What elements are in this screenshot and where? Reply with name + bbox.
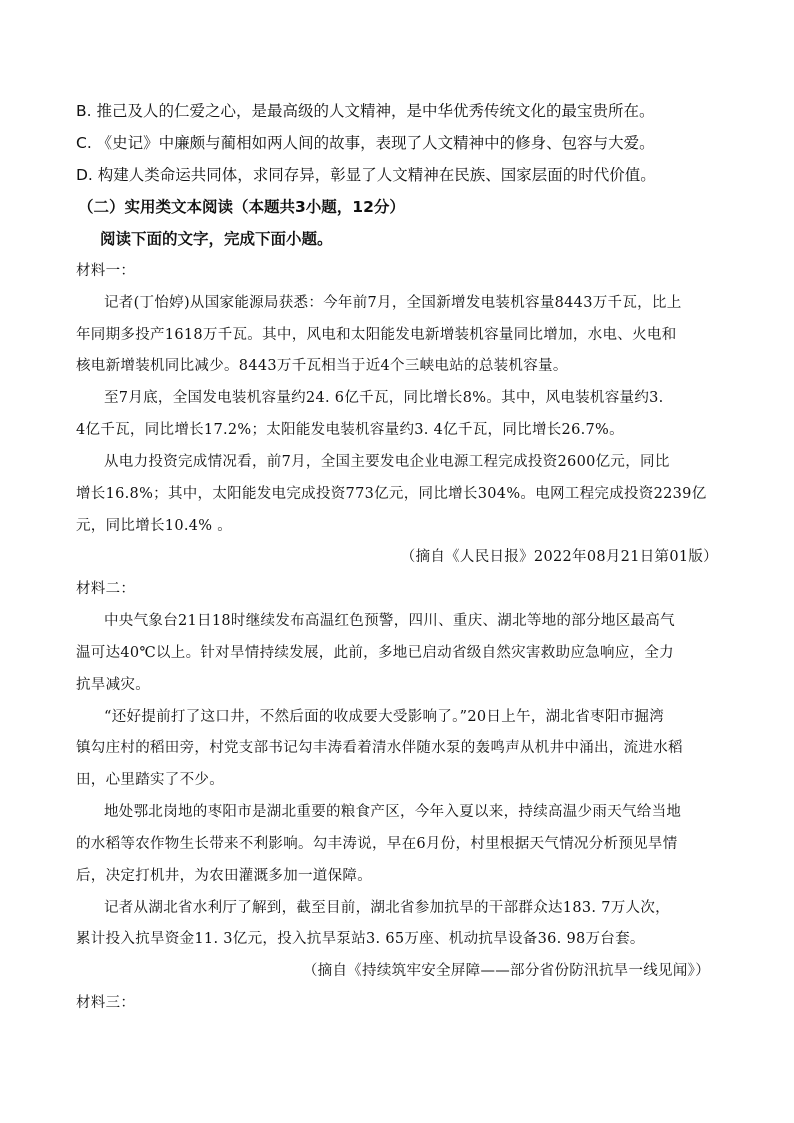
material1-line: 核电新增装机同比减少。8443万千瓦相当于近4个三峡电站的总装机容量。: [76, 358, 568, 374]
material2-line: 累计投入抗旱资金11. 3亿元，投入抗旱泵站3. 65万座、机动抗旱设备36. 98万台套。: [76, 931, 645, 947]
material2-line: 中央气象台21日18时继续发布高温红色预警，四川、重庆、湖北等地的部分地区最高气: [104, 613, 675, 629]
section-instruction: 阅读下面的文字，完成下面小题。: [100, 230, 333, 248]
material2-line: 记者从湖北省水利厅了解到，截至目前，湖北省参加抗旱的干部群众达183. 7万人次，: [104, 900, 670, 916]
material1-line: 增长16.8%；其中，太阳能发电完成投资773亿元，同比增长304%。电网工程完成投资2239亿: [76, 486, 707, 502]
option-b: B. 推己及人的仁爱之心，是最高级的人文精神，是中华优秀传统文化的最宝贵所在。: [76, 102, 655, 120]
material2-line: 田，心里踏实了不少。: [76, 772, 224, 788]
material1-line: 从电力投资完成情况看，前7月，全国主要发电企业电源工程完成投资2600亿元，同比: [104, 454, 670, 470]
material2-line: 后，决定打机井，为农田灌溉多加一道保障。: [76, 868, 372, 884]
section-title: （二）实用类文本阅读（本题共3小题，12分）: [78, 198, 405, 216]
material2-line: 温可达40℃以上。针对旱情持续发展，此前，多地已启动省级自然灾害救助应急响应，全力: [76, 645, 674, 661]
material1-line: 元，同比增长10.4% 。: [76, 518, 233, 534]
material1-source: （摘自《人民日报》2022年08月21日第01版）: [400, 549, 718, 565]
material3-label: 材料三：: [76, 995, 136, 1011]
material1-line: 4亿千瓦，同比增长17.2%；太阳能发电装机容量约3. 4亿千瓦，同比增长26.7%。: [76, 422, 624, 438]
option-c: C. 《史记》中廉颇与蔺相如两人间的故事，表现了人文精神中的修身、包容与大爱。: [76, 134, 655, 152]
material1-label: 材料一：: [76, 263, 136, 279]
material2-line: 地处鄂北岗地的枣阳市是湖北重要的粮食产区，今年入夏以来，持续高温少雨天气给当地: [104, 804, 682, 820]
material2-line: 镇勾庄村的稻田旁，村党支部书记勾丰涛看着清水伴随水泵的轰鸣声从机井中涌出，流进水稻: [76, 740, 683, 756]
material1-line: 至7月底，全国发电装机容量约24. 6亿千瓦，同比增长8%。其中，风电装机容量约3.: [104, 390, 664, 406]
material1-line: 记者(丁怡婷)从国家能源局获悉：今年前7月，全国新增发电装机容量8443万千瓦，比上: [104, 295, 682, 311]
material1-line: 年同期多投产1618万千瓦。其中，风电和太阳能发电新增装机容量同比增加，水电、火电和: [76, 327, 677, 343]
material2-label: 材料二：: [76, 581, 136, 597]
material2-line: “还好提前打了这口井，不然后面的收成要大受影响了。”20日上午，湖北省枣阳市掘湾: [104, 709, 665, 725]
material2-line: 的水稻等农作物生长带来不利影响。勾丰涛说，早在6月份，村里根据天气情况分析预见旱情: [76, 836, 678, 852]
option-d: D. 构建人类命运共同体，求同存异，彰显了人文精神在民族、国家层面的时代价值。: [76, 166, 656, 184]
material2-line: 抗旱减灾。: [76, 677, 150, 693]
material2-source: （摘自《持续筑牢安全屏障——部分省份防汛抗旱一线见闻》）: [302, 963, 710, 979]
